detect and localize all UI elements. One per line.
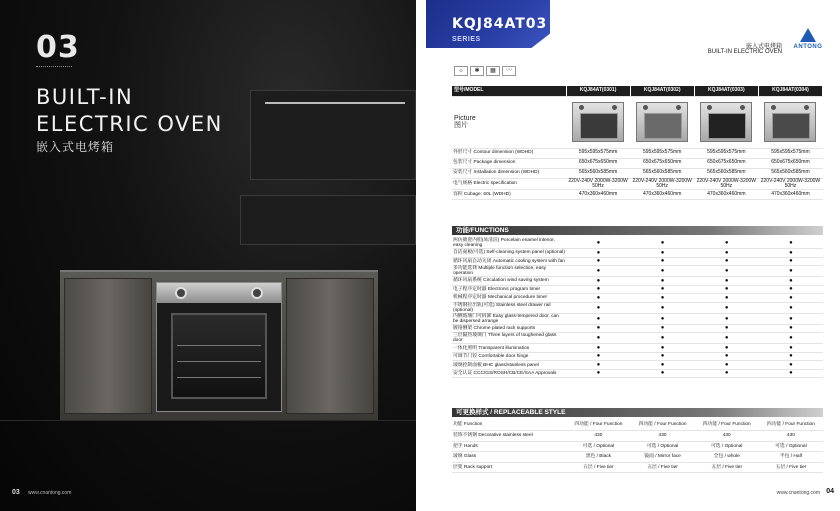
grill-icon: ▦ (486, 66, 500, 76)
function-mark: ● (566, 294, 630, 303)
function-mark: ● (759, 333, 823, 344)
replaceable-value: 430 (630, 431, 694, 442)
function-mark: ● (759, 313, 823, 324)
function-mark: ● (695, 249, 759, 258)
header-en: BUILT-IN ELECTRIC OVEN (707, 49, 782, 55)
oven-door (171, 313, 267, 399)
header-cn: 嵌入式电烤箱 (745, 44, 782, 50)
function-mark: ● (759, 302, 823, 313)
function-label: 内侧玻璃门可拆卸 Easy glass-tempered door, can be dispersed arrange (452, 313, 566, 324)
function-mark: ● (630, 361, 694, 370)
function-mark: ● (695, 313, 759, 324)
spec-row (452, 190, 823, 200)
spec-label: 外形尺寸 Contour dimension (WDHD) (452, 148, 566, 158)
replaceable-value: 五层 / Five tier (759, 462, 823, 473)
function-label: 不锈钢拉出轨(可选) Stainless steel drawer rail (optional) (452, 302, 566, 313)
function-mark: ● (695, 285, 759, 294)
replaceable-value: 五层 / Five tier (566, 462, 630, 473)
replaceable-row (452, 420, 823, 431)
function-row (452, 324, 823, 333)
functions-table (452, 238, 823, 378)
function-mark: ● (759, 361, 823, 370)
function-mark: ● (759, 257, 823, 266)
spec-value: 470x360x460mm (630, 190, 694, 200)
replaceable-row (452, 431, 823, 442)
function-mark: ● (695, 277, 759, 286)
oven-thumbnail (758, 96, 822, 148)
function-mark: ● (566, 333, 630, 344)
spec-value: 565x560x585mm (566, 168, 630, 178)
spec-value: 220V-240V 2000W-3200W 50Hz (758, 178, 822, 190)
function-mark: ● (695, 294, 759, 303)
replaceable-label: 装饰不锈钢 Decorative stainless steel (452, 431, 566, 442)
function-row (452, 302, 823, 313)
oven-photo (156, 282, 282, 412)
replaceable-value: 五层 / Five tier (630, 462, 694, 473)
function-mark: ● (759, 352, 823, 361)
replaceable-row (452, 452, 823, 463)
function-mark: ● (630, 266, 694, 277)
spec-value: 220V-240V 2000W-3200W 50Hz (566, 178, 630, 190)
function-mark: ● (759, 369, 823, 378)
function-label: 一体化照明 Transparent illumination (452, 344, 566, 353)
function-mark: ● (759, 294, 823, 303)
function-mark: ● (759, 266, 823, 277)
spec-label: 包装尺寸 Package dimension (452, 158, 566, 168)
spec-row (452, 158, 823, 168)
function-mark: ● (566, 344, 630, 353)
replaceable-value: 430 (759, 431, 823, 442)
function-mark: ● (695, 344, 759, 353)
function-label: 安全认证 CCC/GS/ROSH/CB/CE/SAA Approvals (452, 369, 566, 378)
spec-row (452, 178, 823, 190)
replaceable-value: 五层 / Five tier (695, 462, 759, 473)
model-header: KQJ84AT(0301) (566, 86, 630, 96)
function-mark: ● (566, 302, 630, 313)
function-mark: ● (566, 285, 630, 294)
function-row (452, 249, 823, 258)
spec-label: 安装尺寸 Installation dimension (WDHD) (452, 168, 566, 178)
function-label: 镀铬侧架 Chrome plated rack supports (452, 324, 566, 333)
section-number: 03 (36, 30, 80, 65)
model-header: KQJ84AT(0304) (758, 86, 822, 96)
picture-label (452, 96, 566, 148)
cabinet-door-right (286, 278, 374, 414)
replaceable-section-title: 可更换样式 / REPLACEABLE STYLE (452, 408, 823, 417)
model-header: KQJ84AT(0303) (694, 86, 758, 96)
right-page (416, 0, 840, 511)
counter-line (0, 420, 416, 421)
spec-header-label: 型号/MODEL (452, 86, 566, 96)
wall-shelf-light (265, 102, 405, 104)
spec-row (452, 148, 823, 158)
function-mark: ● (759, 324, 823, 333)
knob-icon (251, 287, 263, 299)
replaceable-label: 层架 Rack support (452, 462, 566, 473)
function-mark: ● (630, 249, 694, 258)
function-row (452, 285, 823, 294)
background-photo (0, 0, 416, 511)
replaceable-row (452, 441, 823, 452)
spec-value: 595x595x575mm (758, 148, 822, 158)
function-mark: ● (630, 238, 694, 249)
function-mark: ● (630, 369, 694, 378)
function-mark: ● (695, 266, 759, 277)
oven-thumbnail (630, 96, 694, 148)
spec-value: 470x360x460mm (694, 190, 758, 200)
picture-row (452, 96, 823, 148)
thermostat-icon: ☼ (454, 66, 468, 76)
knob-icon (175, 287, 187, 299)
function-label: 可调节门铰 Comfortable door hinge (452, 352, 566, 361)
function-mark: ● (630, 257, 694, 266)
title-line-1: BUILT-IN (36, 85, 134, 109)
spec-value: 650x675x650mm (694, 158, 758, 168)
footer-url: www.cnantong.com (28, 490, 72, 496)
feature-icons (454, 66, 516, 76)
brand-name: ANTONG (793, 44, 823, 50)
oven-control-panel (157, 283, 281, 303)
function-label: 两仿搪瓷内胆(易清洁) Porcelain enamel interior, easy cleaning (452, 238, 566, 249)
oven-rack (177, 361, 261, 362)
spec-value: 565x560x585mm (758, 168, 822, 178)
replaceable-value: 镜面 / Mirror face (630, 452, 694, 463)
function-row (452, 369, 823, 378)
function-mark: ● (630, 277, 694, 286)
function-mark: ● (566, 369, 630, 378)
title-line-2: ELECTRIC OVEN (36, 112, 223, 136)
replaceable-value: 可选 / Optional (566, 441, 630, 452)
function-mark: ● (695, 324, 759, 333)
model-header: KQJ84AT(0302) (630, 86, 694, 96)
function-mark: ● (566, 266, 630, 277)
series-label: SERIES (452, 36, 481, 43)
page-title-cn: 嵌入式电烤箱 (36, 140, 115, 154)
fan-icon: ✱ (470, 66, 484, 76)
spec-table (452, 86, 823, 200)
logo-icon (800, 28, 816, 42)
spec-value: 470x360x460mm (758, 190, 822, 200)
function-mark: ● (566, 352, 630, 361)
picture-label-en: Picture (454, 114, 476, 122)
replaceable-row (452, 462, 823, 473)
spec-value: 565x560x585mm (694, 168, 758, 178)
footer-url: www.cnantong.com (776, 490, 820, 496)
page-title (36, 84, 223, 138)
function-row (452, 344, 823, 353)
function-mark: ● (695, 361, 759, 370)
function-label: 循环风扇自动关闭 Automatic cooling system with fan (453, 258, 565, 264)
function-mark: ● (566, 324, 630, 333)
function-row (452, 238, 823, 249)
function-label: 玻璃控制面板 BHC glass/stainless panel (452, 361, 566, 370)
function-mark: ● (566, 238, 630, 249)
replaceable-label: 把手 Hands (452, 441, 566, 452)
function-mark: ● (630, 324, 694, 333)
function-mark: ● (630, 313, 694, 324)
antong-logo (792, 28, 824, 56)
replaceable-value: 全包 / whole (695, 452, 759, 463)
replaceable-value: 黑色 / Black (566, 452, 630, 463)
replaceable-value: 可选 / Optional (695, 441, 759, 452)
function-mark: ● (695, 302, 759, 313)
function-mark: ● (630, 294, 694, 303)
footer-page-number: 04 (826, 488, 834, 495)
function-row (452, 266, 823, 277)
function-mark: ● (759, 344, 823, 353)
replaceable-label: 功能 Function (452, 420, 566, 431)
wall-shelf (240, 195, 416, 245)
spec-value: 470x360x460mm (566, 190, 630, 200)
dotted-divider (36, 66, 72, 70)
replaceable-value: 四功能 / Four Function (759, 420, 823, 431)
function-label: 循环风扇系统 Circulation wind saving system (452, 277, 566, 286)
function-mark: ● (566, 361, 630, 370)
cabinet-door-left (64, 278, 152, 414)
function-mark: ● (695, 238, 759, 249)
spec-value: 650x675x650mm (566, 158, 630, 168)
function-row (452, 333, 823, 344)
spec-value: 565x560x585mm (630, 168, 694, 178)
replaceable-value: 四功能 / Four Function (630, 420, 694, 431)
spec-value: 650x675x650mm (630, 158, 694, 168)
function-mark: ● (695, 369, 759, 378)
replaceable-value: 半包 / Half (759, 452, 823, 463)
function-row (452, 294, 823, 303)
oven-thumbnail (694, 96, 758, 148)
function-mark: ● (630, 285, 694, 294)
function-mark: ● (630, 302, 694, 313)
functions-section-title: 功能/FUNCTIONS (452, 226, 823, 235)
replaceable-value: 430 (695, 431, 759, 442)
function-label: 三层隔热玻璃门 Three layers of toughened glass door (452, 333, 566, 344)
replaceable-label: 玻璃 Glass (452, 452, 566, 463)
replaceable-value: 430 (566, 431, 630, 442)
function-mark: ● (630, 344, 694, 353)
function-mark: ● (695, 333, 759, 344)
replaceable-value: 可选 / Optional (759, 441, 823, 452)
function-row (452, 277, 823, 286)
function-row (452, 257, 823, 266)
spec-value: 595x595x575mm (566, 148, 630, 158)
oven-rack (177, 345, 261, 346)
function-mark: ● (630, 352, 694, 361)
function-mark: ● (759, 238, 823, 249)
function-mark: ● (566, 313, 630, 324)
spec-value: 595x595x575mm (630, 148, 694, 158)
footer-page-number: 03 (12, 489, 20, 496)
oven-thumbnail (566, 96, 630, 148)
spec-value: 650x675x650mm (758, 158, 822, 168)
function-mark: ● (759, 249, 823, 258)
heat-icon: 〰 (502, 66, 516, 76)
function-row (452, 313, 823, 324)
function-mark: ● (695, 352, 759, 361)
function-label: 电子程序定时器 Electronic program timer (452, 285, 566, 294)
spec-label: 容积 Cubage: 60L (WDHD) (452, 190, 566, 200)
picture-label-cn: 图片 (454, 122, 468, 129)
replaceable-value: 可选 / Optional (630, 441, 694, 452)
spec-label: 电气规格 Electric specification (452, 178, 566, 190)
function-mark: ● (695, 257, 759, 266)
function-mark: ● (630, 333, 694, 344)
function-mark: ● (566, 277, 630, 286)
replaceable-value: 四功能 / Four Function (695, 420, 759, 431)
spec-row (452, 168, 823, 178)
function-label: 自洁面板(可选) Self-cleaning system panel (optional) (453, 250, 565, 256)
function-row (452, 352, 823, 361)
model-title: KQJ84AT03 (452, 16, 548, 32)
function-label: 多功能选择 Multiple function selection, easy operation (452, 266, 566, 277)
replaceable-table (452, 420, 823, 473)
function-mark: ● (566, 249, 630, 258)
function-mark: ● (759, 285, 823, 294)
spec-value: 595x595x575mm (694, 148, 758, 158)
oven-rack (177, 377, 261, 378)
function-mark: ● (759, 277, 823, 286)
spec-value: 220V-240V 2000W-3200W 50Hz (630, 178, 694, 190)
function-row (452, 361, 823, 370)
replaceable-value: 四功能 / Four Function (566, 420, 630, 431)
function-mark: ● (566, 257, 630, 266)
spec-value: 220V-240V 2000W-3200W 50Hz (694, 178, 758, 190)
left-page (0, 0, 416, 511)
function-label: 机械程序定时器 Mechanical procedure timer (452, 294, 566, 303)
